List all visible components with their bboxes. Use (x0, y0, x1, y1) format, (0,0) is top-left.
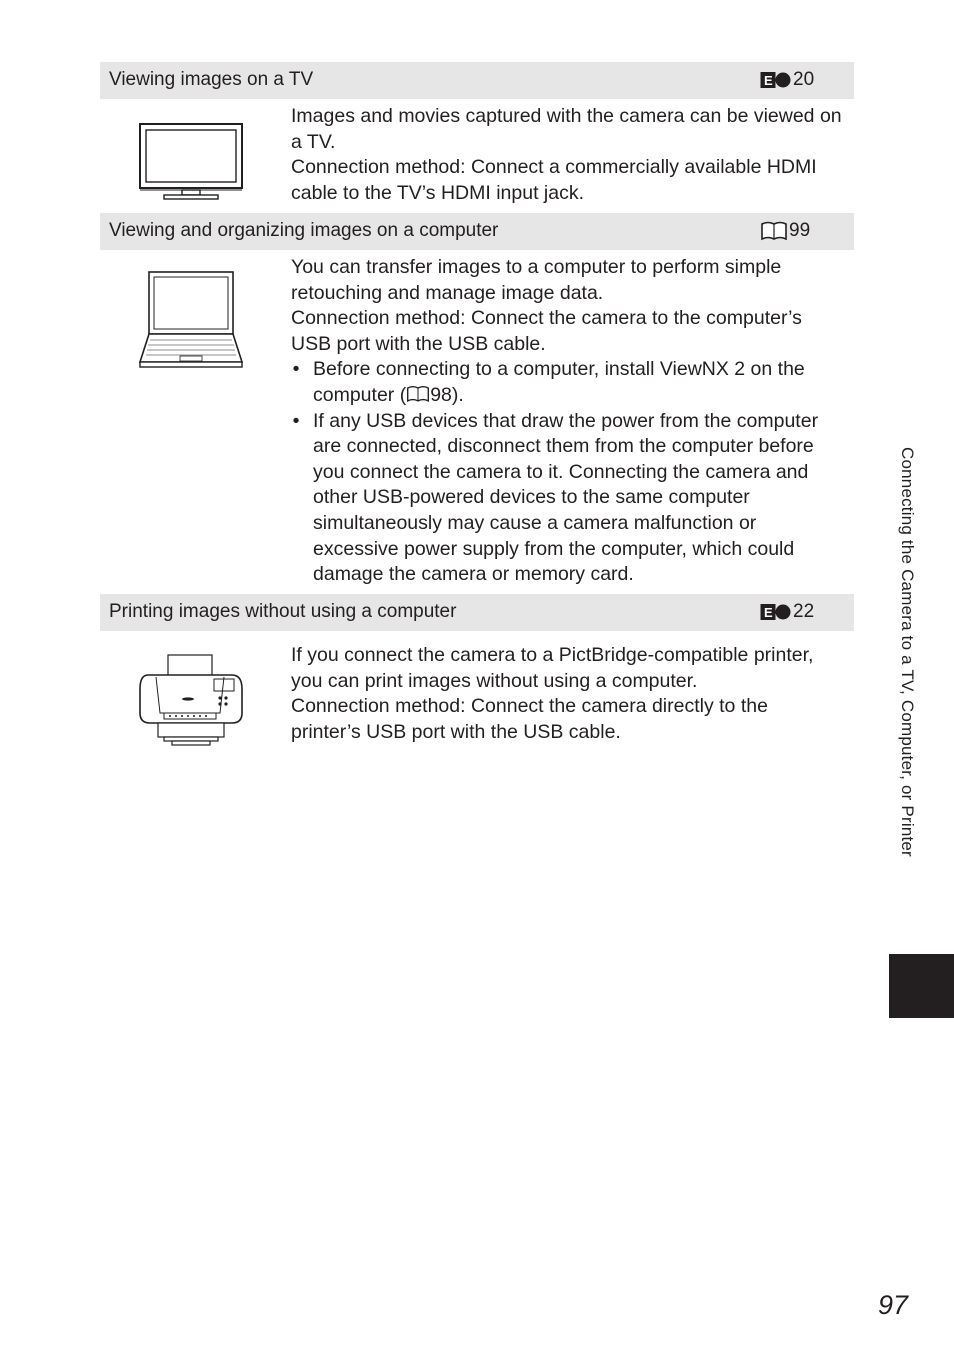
bullet: • (292, 358, 300, 381)
list-item (291, 357, 843, 408)
section-body-tv (291, 104, 843, 206)
section-title: Viewing images on a TV (109, 69, 314, 90)
paragraph: Connection method: Connect a commercially available HDMI cable to the TV’s HDMI input jack. (291, 156, 817, 204)
list-item (291, 409, 843, 588)
reference-page: 20 (793, 69, 815, 90)
reference-page: 99 (789, 220, 811, 241)
page-reference (760, 601, 814, 623)
page-reference (760, 220, 810, 242)
book-reference-icon (760, 221, 788, 241)
bullet: • (292, 409, 300, 432)
bullet-text: If any USB devices that draw the power from the computer are connected, disconnect them from the computer before you connect the camera to it. Connecting the camera and other USB-powered devices to the same computer simultaneously may cause a camera malfunction or excessive power supply from the computer, which could damage the camera or memory card. (313, 409, 819, 586)
section-header-printer (100, 594, 854, 631)
page-number: 97 (878, 1290, 909, 1320)
bullet-text: ). (451, 383, 464, 406)
printer-icon (136, 653, 246, 749)
page-reference (760, 69, 814, 91)
section-title: Viewing and organizing images on a computer (109, 220, 499, 241)
paragraph: Images and movies captured with the camera can be viewed on a TV. (291, 105, 842, 153)
paragraph: If you connect the camera to a PictBridge-compatible printer, you can print images without using a computer. (291, 644, 814, 692)
section-header-tv (100, 62, 854, 99)
paragraph: You can transfer images to a computer to perform simple retouching and manage image data. (291, 256, 782, 304)
chapter-tab-marker (889, 954, 954, 1018)
svg-text:E: E (764, 73, 773, 88)
paragraph: Connection method: Connect the camera to the computer’s USB port with the USB cable. (291, 307, 802, 355)
section-title: Printing images without using a computer (109, 601, 457, 622)
section-body-computer (291, 255, 843, 588)
tv-icon (138, 122, 244, 202)
e-reference-icon (760, 603, 792, 621)
svg-text:E: E (764, 605, 773, 620)
reference-page: 98 (430, 383, 452, 406)
chapter-side-tab: Connecting the Camera to a TV, Computer, or Printer (898, 447, 917, 857)
paragraph: Connection method: Connect the camera directly to the printer’s USB port with the USB cable. (291, 695, 768, 743)
laptop-icon (138, 270, 244, 370)
bullet-text: Before connecting to a computer, install ViewNX 2 on the computer ( (313, 358, 805, 406)
reference-page: 22 (793, 601, 815, 622)
section-body-printer (291, 643, 843, 745)
section-header-computer (100, 213, 854, 250)
bullet-list (291, 357, 843, 587)
book-reference-icon (406, 385, 430, 403)
e-reference-icon (760, 71, 792, 89)
